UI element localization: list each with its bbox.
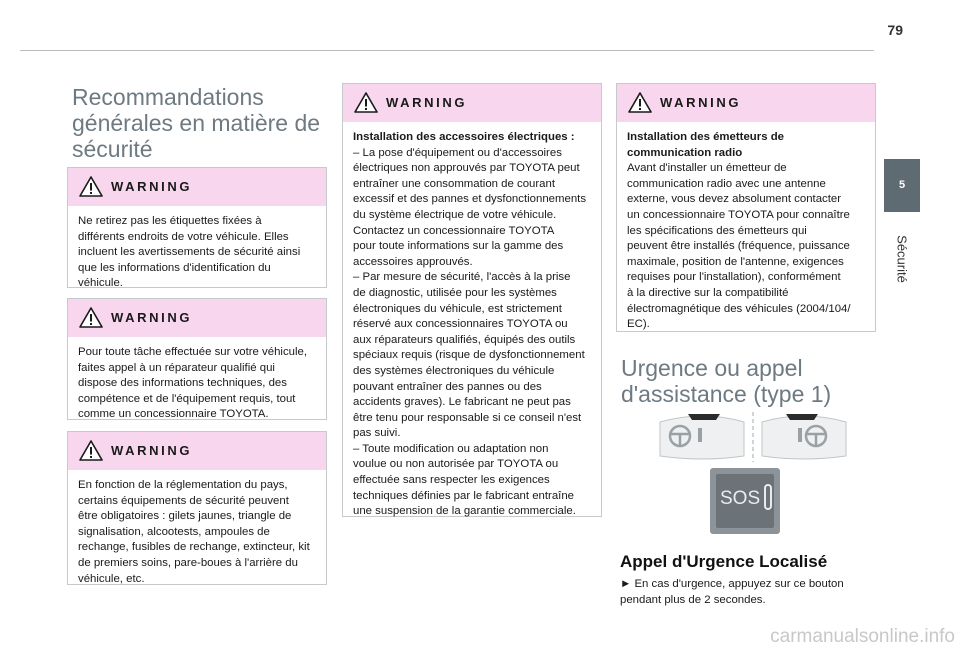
warning-triangle-icon — [79, 307, 103, 328]
warning-triangle-icon — [79, 440, 103, 461]
instruction-text: ► En cas d'urgence, appuyez sur ce bouton pendant plus de 2 secondes. — [620, 578, 844, 606]
section-title-urgence — [621, 355, 881, 407]
page-number: 79 — [887, 22, 903, 38]
chapter-tab[interactable]: 5 — [884, 159, 920, 212]
warning-text: Avant d'installer un émetteur de communication radio avec une antenne externe, vous devez absolument contacter un concessionnaire TOYOTA pour connaître les spécifications des émetteurs qui peuvent être installés (fréquence, puissance maximale, position de l'antenne, exigences requises pour l'installation), conformément à la directive sur la compatibilité électromagnétique des véhicules (2004/104/ EC). — [627, 162, 851, 331]
warning-label: WARNING — [111, 443, 193, 458]
warning-text: En fonction de la réglementation du pays, certains équipements de sécurité peuvent être obligatoires : gilets jaunes, triangle de signalisation, alcootests, ampoules de rechange, fusibles de rechange, extincteur, kit de premiers soins, pare-boues à l'arrière du véhicule, etc. — [78, 479, 310, 585]
warning-box-accessories — [342, 83, 602, 517]
dashboard-illustration — [658, 408, 848, 464]
title-line: Recommandations — [72, 84, 264, 110]
section-title-recommandations — [72, 84, 332, 162]
title-line: sécurité — [72, 136, 153, 162]
warning-header — [68, 432, 326, 470]
sos-button-icon[interactable] — [710, 468, 780, 534]
warning-header — [68, 168, 326, 206]
steering-wheel-icon — [658, 408, 848, 464]
chapter-title-vertical — [884, 224, 920, 294]
title-line: Urgence ou appel — [621, 355, 803, 381]
warning-text: Ne retirez pas les étiquettes fixées à différents endroits de votre véhicule. Elles incluent les avertissements de sécurité ainsi que les informations d'identification du véhicule. — [78, 215, 301, 290]
sos-label: SOS — [720, 488, 761, 509]
warning-label: WARNING — [111, 310, 193, 325]
warning-box-radio — [616, 83, 876, 332]
warning-label: WARNING — [386, 95, 468, 110]
warning-triangle-icon — [354, 92, 378, 113]
sub-heading-appel — [620, 552, 880, 572]
header-divider — [20, 50, 874, 51]
warning-text: – La pose d'équipement ou d'accessoires électriques non approuvés par TOYOTA peut entraîner une consommation de courant excessif et des pannes et dysfonctionnements du système électrique de votre véhicule. Contactez un concessionnaire TOYOTA pour toute informations sur la gamme des accessoires approuvés. – Par mesure de sécurité, l'accès à la prise de diagnostic, utilisée pour les systèmes électroniques du véhicule, est strictement réservé aux concessionnaires TOYOTA ou aux réparateurs qualifiés, équipés des outils spéciaux requis (risque de dysfonctionnement des systèmes électroniques du véhicule pouvant entraîner des pannes ou des accidents graves). Le fabricant ne peut pas être tenu pour responsable si ce conseil n'est pas suivi. – Toute modification ou adaptation non voulue ou non autorisée par TOYOTA ou effectuée sans respecter les exigences techniques définies par le fabricant entraîne une suspension de la garantie commerciale. — [353, 146, 587, 518]
warning-heading: Installation des émetteurs de communication radio — [627, 131, 784, 159]
chapter-title: Sécurité — [894, 235, 910, 283]
warning-label: WARNING — [111, 179, 193, 194]
warning-heading: Installation des accessoires électriques : — [353, 131, 575, 143]
warning-triangle-icon — [79, 176, 103, 197]
title-line: d'assistance (type 1) — [621, 381, 832, 407]
warning-content — [343, 122, 601, 528]
warning-text: Pour toute tâche effectuée sur votre véhicule, faites appel à un réparateur qualifié qui dispose des informations techniques, des compétence et de l'équipement requis, tout comme un concessionnaire TOYOTA. — [78, 346, 308, 421]
warning-box-labels — [67, 167, 327, 288]
sub-heading-text: Appel d'Urgence Localisé — [620, 552, 828, 571]
title-line: générales en matière de — [72, 110, 321, 136]
warning-header — [617, 84, 875, 122]
warning-header — [343, 84, 601, 122]
warning-header — [68, 299, 326, 337]
warning-box-repairer — [67, 298, 327, 420]
warning-triangle-icon — [628, 92, 652, 113]
footer-watermark: carmanualsonline.info — [770, 626, 955, 647]
warning-box-equipment — [67, 431, 327, 585]
warning-label: WARNING — [660, 95, 742, 110]
warning-content — [617, 122, 875, 341]
